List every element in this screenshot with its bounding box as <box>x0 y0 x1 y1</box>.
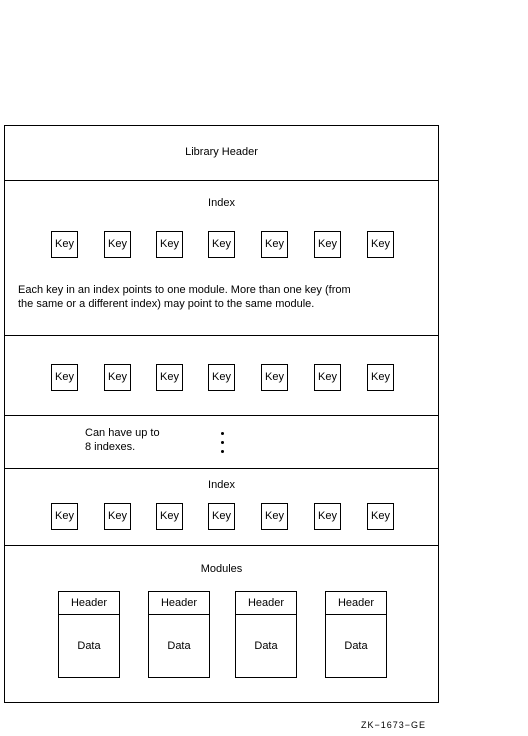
key-row <box>5 503 438 530</box>
index-section-second <box>5 336 438 416</box>
index-key: Key <box>261 231 288 258</box>
module-box <box>148 591 210 678</box>
index-key: Key <box>367 364 394 391</box>
index-key: Key <box>51 231 78 258</box>
ellipsis-note-line: 8 indexes. <box>85 441 136 453</box>
index-key: Key <box>104 364 131 391</box>
index-key: Key <box>51 364 78 391</box>
module-header: Header <box>236 592 296 615</box>
ellipsis-note <box>85 426 160 454</box>
index-note-line: Each key in an index points to one module. More than one key (from <box>18 284 351 296</box>
ellipsis-section <box>5 416 438 469</box>
library-header-label: Library Header <box>185 146 258 158</box>
module-header: Header <box>326 592 386 615</box>
library-structure-frame <box>4 125 439 703</box>
key-row <box>5 364 438 391</box>
index-key: Key <box>51 503 78 530</box>
index-key: Key <box>156 231 183 258</box>
index-key: Key <box>156 364 183 391</box>
module-data: Data <box>167 640 191 652</box>
index-note-line: the same or a different index) may point to the same module. <box>18 298 315 310</box>
index-title: Index <box>208 197 235 209</box>
module-box <box>325 591 387 678</box>
index-section-first <box>5 181 438 336</box>
index-note <box>18 283 428 311</box>
vertical-ellipsis-icon <box>221 432 225 459</box>
library-header-section <box>5 126 438 181</box>
ellipsis-note-line: Can have up to <box>85 427 160 439</box>
index-key: Key <box>261 503 288 530</box>
module-header: Header <box>59 592 119 615</box>
index-key: Key <box>367 231 394 258</box>
modules-title: Modules <box>200 563 243 575</box>
module-data: Data <box>254 640 278 652</box>
key-row <box>5 231 438 258</box>
index-key: Key <box>314 364 341 391</box>
index-key: Key <box>104 503 131 530</box>
index-key: Key <box>314 503 341 530</box>
index-key: Key <box>104 231 131 258</box>
index-key: Key <box>261 364 288 391</box>
figure-id: ZK−1673−GE <box>361 720 427 730</box>
index-key: Key <box>208 503 235 530</box>
module-header: Header <box>149 592 209 615</box>
modules-section <box>5 546 438 702</box>
module-box <box>58 591 120 678</box>
index-key: Key <box>208 231 235 258</box>
index-key: Key <box>156 503 183 530</box>
index-key: Key <box>367 503 394 530</box>
index-title: Index <box>208 479 235 491</box>
index-key: Key <box>314 231 341 258</box>
index-key: Key <box>208 364 235 391</box>
module-data: Data <box>344 640 368 652</box>
index-section-last <box>5 469 438 546</box>
module-box <box>235 591 297 678</box>
module-data: Data <box>77 640 101 652</box>
